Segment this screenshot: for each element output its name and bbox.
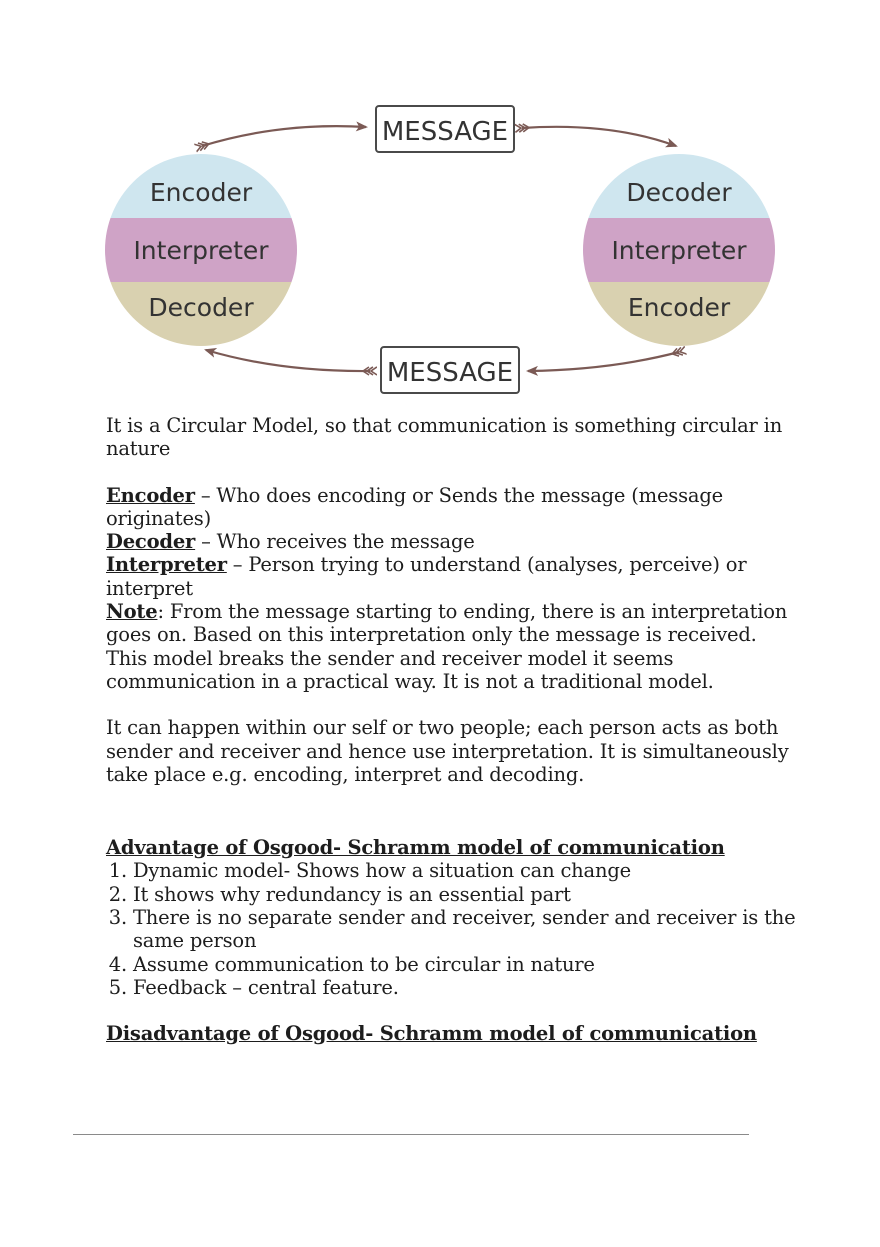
bottom-message-label: MESSAGE [386,358,514,388]
list-item: 2. It shows why redundancy is an essential part [133,883,796,906]
definition-term: Encoder [106,483,195,507]
definition-encoder [106,484,796,531]
spacer [106,461,796,484]
right-interpreter-label: Interpreter [611,236,747,265]
definition-term: Interpreter [106,553,227,577]
spacer [106,999,796,1022]
note-text: : From the message starting to ending, there is an interpretation goes on. Based on this interpretation only the message is received. [106,600,788,647]
list-item: 5. Feedback – central feature. [133,976,796,999]
top-message-box [376,106,514,152]
left-encoder-label: Encoder [149,178,253,207]
within-self-paragraph: It can happen within our self or two people; each person acts as both sender and receiver and hence use interpretation. It is simultaneously take place e.g. encoding, interpret and decoding. [106,716,789,786]
spacer [106,786,796,836]
left-interpreter-label: Interpreter [133,236,269,265]
right-decoder-label: Decoder [626,178,732,207]
document-body [106,414,796,1046]
definition-interpreter [106,553,796,600]
bottom-message-box [381,347,519,393]
left-decoder-label: Decoder [148,293,254,322]
arrow-encoder-to-bottom-message [528,352,679,371]
osgood-schramm-diagram [0,0,880,410]
intro-paragraph: It is a Circular Model, so that communication is something circular in nature [106,414,783,461]
arrow-message-to-decoder [522,127,676,146]
note-paragraph [106,600,796,647]
disadvantage-heading: Disadvantage of Osgood- Schramm model of communication [106,1022,757,1046]
note-term: Note [106,600,158,624]
list-item: 4. Assume communication to be circular in nature [133,953,796,976]
footer-divider [73,1134,749,1135]
advantage-heading: Advantage of Osgood- Schramm model of communication [106,836,725,860]
top-message-label: MESSAGE [381,117,509,147]
spacer [106,693,796,716]
definition-text: – Who receives the message [195,530,475,554]
arrow-encoder-to-message [202,126,366,146]
definition-text: – Person trying to understand (analyses, perceive) or interpret [106,553,747,600]
list-item: 3. There is no separate sender and receiver, sender and receiver is the same person [133,906,796,953]
arrow-bottom-message-to-decoder [206,350,370,371]
advantage-list [106,859,796,999]
definition-decoder [106,530,796,553]
left-circle [100,150,302,350]
right-circle [578,150,780,350]
right-encoder-label: Encoder [627,293,731,322]
model-break-paragraph: This model breaks the sender and receiver model it seems communication in a practical way. It is not a traditional model. [106,646,714,693]
definition-text: – Who does encoding or Sends the message (message originates) [106,483,723,530]
definition-term: Decoder [106,530,196,554]
list-item: 1. Dynamic model- Shows how a situation can change [133,859,796,882]
